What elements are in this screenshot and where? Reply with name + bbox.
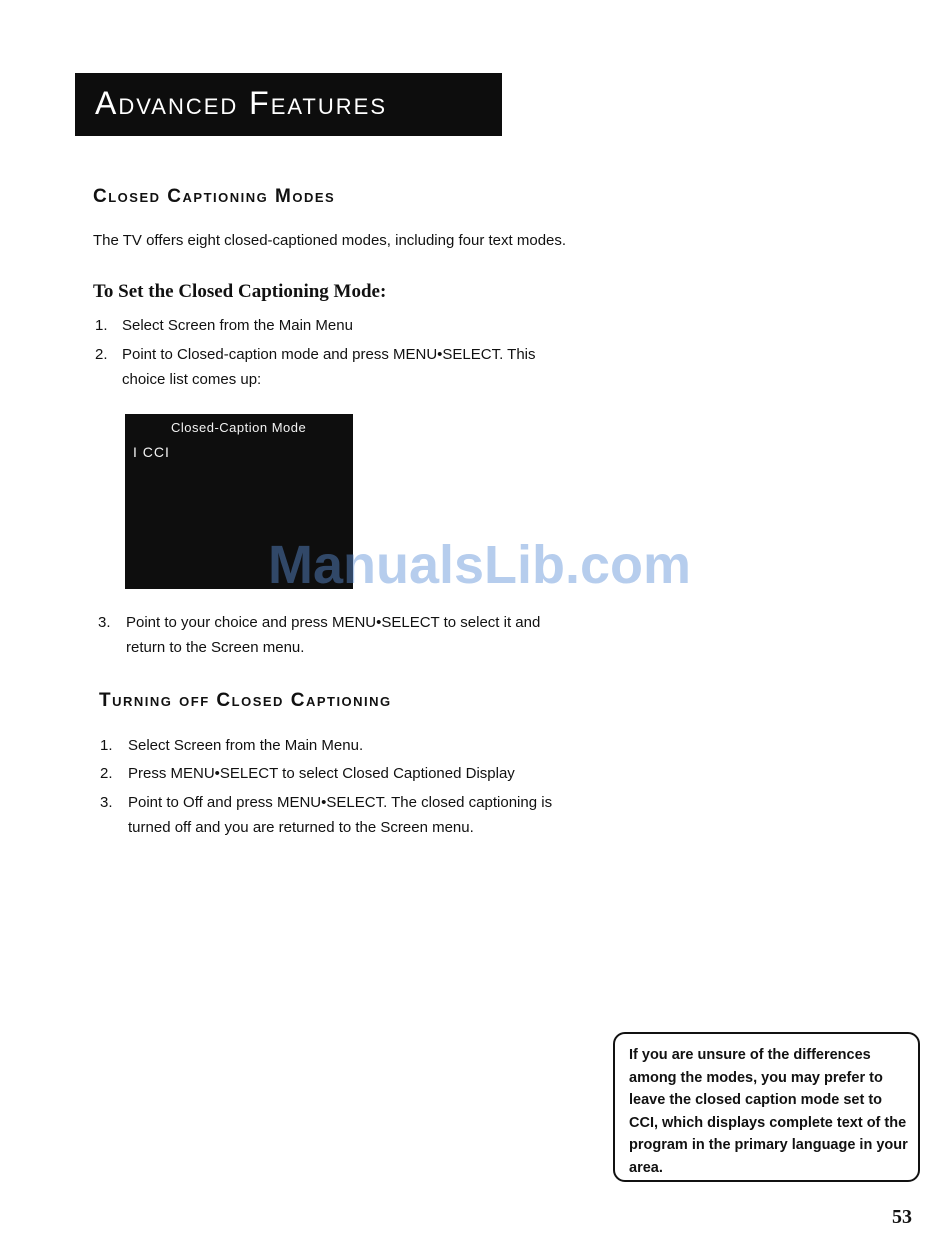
step-text: Select Screen from the Main Menu: [122, 317, 353, 334]
section-title-turning-off: Turning off Closed Captioning: [99, 690, 392, 711]
step-number: 1.: [100, 737, 113, 754]
section-title-closed-captioning-modes: Closed Captioning Modes: [93, 186, 336, 207]
section-intro: The TV offers eight closed-captioned modes, including four text modes.: [93, 232, 567, 249]
note-box: [613, 1032, 920, 1182]
page-banner: [75, 73, 502, 136]
osd-menu-title: Closed-Caption Mode: [171, 420, 307, 435]
subheading-set-mode: To Set the Closed Captioning Mode:: [93, 281, 387, 302]
step-text: Point to Closed-caption mode and press MENU•SELECT. This choice list comes up:: [122, 346, 536, 388]
watermark: ManualsLib.com: [268, 535, 692, 595]
step-text: Point to Off and press MENU•SELECT. The closed captioning is turned off and you are returned to the Screen menu.: [128, 794, 553, 836]
banner-title: Advanced Features: [95, 85, 387, 121]
step-number: 2.: [95, 346, 108, 363]
step-number: 1.: [95, 317, 108, 334]
step-number: 2.: [100, 765, 113, 782]
step-number: 3.: [100, 794, 113, 811]
step-number: 3.: [98, 614, 111, 631]
step-text: Press MENU•SELECT to select Closed Captioned Display: [128, 765, 515, 782]
step-text: Select Screen from the Main Menu.: [128, 737, 364, 754]
step-text: Point to your choice and press MENU•SELECT to select it and return to the Screen menu.: [126, 614, 541, 656]
osd-menu-item: I CCI: [133, 444, 170, 460]
page-number: 53: [892, 1206, 912, 1228]
note-text: If you are unsure of the differences among the modes, you may prefer to leave the closed caption mode set to CCI, which displays complete text of the program in the primary language in your area.: [629, 1047, 908, 1176]
